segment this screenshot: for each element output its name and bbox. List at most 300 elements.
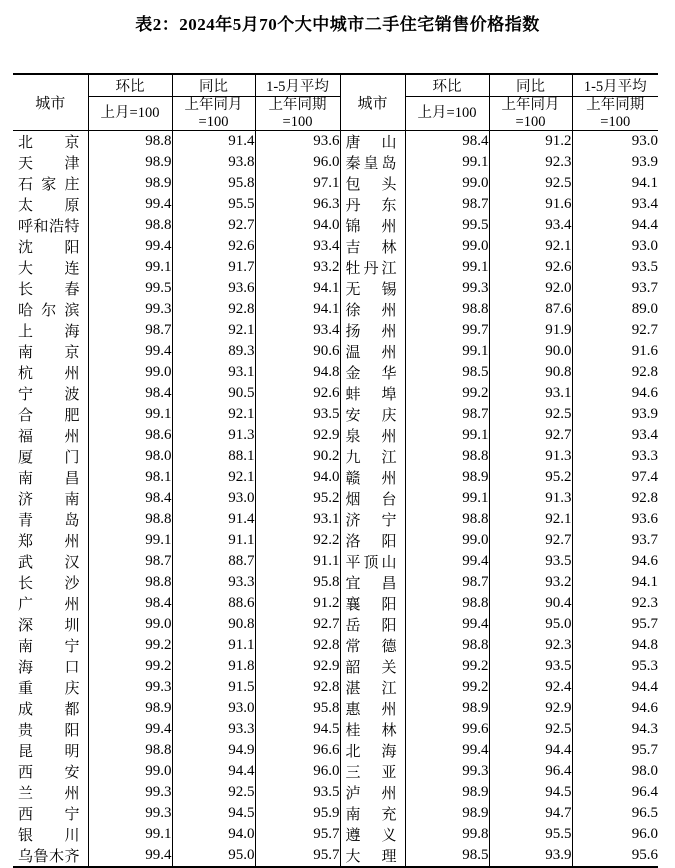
yoy-value: 92.7: [172, 215, 255, 236]
avg-value: 98.0: [572, 761, 658, 782]
avg-value: 92.7: [255, 614, 340, 635]
avg-value: 92.8: [572, 362, 658, 383]
mom-value: 99.1: [405, 257, 489, 278]
mom-value: 99.2: [405, 656, 489, 677]
table-row: [13, 719, 658, 740]
avg-value: 93.7: [572, 530, 658, 551]
table-row: [13, 257, 658, 278]
header-avg-base-right: [572, 97, 658, 131]
yoy-value: 89.3: [172, 341, 255, 362]
header-yoy-base-line2: =100: [198, 113, 229, 130]
header-mom-left: 环比: [88, 74, 172, 97]
yoy-value: 93.9: [489, 845, 572, 867]
city-cell: 南 昌: [18, 471, 80, 488]
mom-value: 98.7: [405, 404, 489, 425]
table-row: [13, 215, 658, 236]
mom-value: 98.8: [405, 593, 489, 614]
mom-value: 99.0: [88, 362, 172, 383]
avg-value: 94.0: [255, 467, 340, 488]
yoy-value: 92.5: [489, 404, 572, 425]
yoy-value: 94.0: [172, 824, 255, 845]
header-city-left: 城市: [13, 74, 88, 131]
mom-value: 99.1: [88, 530, 172, 551]
city-cell: 遵 义: [340, 824, 405, 845]
mom-value: 99.3: [405, 761, 489, 782]
avg-value: 92.6: [255, 383, 340, 404]
header-yoy-base-line1: 上年同月: [184, 97, 243, 113]
yoy-value: 94.4: [172, 761, 255, 782]
mom-value: 98.9: [405, 467, 489, 488]
mom-value: 99.7: [405, 320, 489, 341]
mom-value: 98.6: [88, 425, 172, 446]
city-cell: 吉 林: [340, 236, 405, 257]
mom-value: 98.8: [405, 299, 489, 320]
avg-value: 94.6: [572, 551, 658, 572]
mom-value: 99.1: [405, 152, 489, 173]
city-cell: 西 安: [18, 765, 80, 782]
avg-value: 89.0: [572, 299, 658, 320]
city-cell: 安 庆: [340, 404, 405, 425]
city-cell: 韶 关: [340, 656, 405, 677]
avg-value: 90.2: [255, 446, 340, 467]
yoy-value: 93.8: [172, 152, 255, 173]
table-row: [13, 551, 658, 572]
mom-value: 98.8: [88, 572, 172, 593]
mom-value: 99.1: [88, 257, 172, 278]
city-cell: 包 头: [340, 173, 405, 194]
mom-value: 99.4: [88, 341, 172, 362]
mom-value: 99.4: [88, 845, 172, 867]
table-row: [13, 194, 658, 215]
mom-value: 98.9: [88, 698, 172, 719]
avg-value: 95.3: [572, 656, 658, 677]
mom-value: 99.4: [88, 236, 172, 257]
avg-value: 94.1: [572, 173, 658, 194]
yoy-value: 95.5: [172, 194, 255, 215]
table-body: [13, 131, 658, 868]
avg-value: 92.8: [255, 635, 340, 656]
header-city-right: 城市: [340, 74, 405, 131]
city-cell: 太 原: [18, 198, 80, 215]
city-cell: 西 宁: [18, 807, 80, 824]
yoy-value: 91.1: [172, 635, 255, 656]
header-avg-base-line2: =100: [600, 113, 631, 130]
avg-value: 94.6: [572, 383, 658, 404]
avg-value: 95.9: [255, 803, 340, 824]
mom-value: 99.8: [405, 824, 489, 845]
yoy-value: 92.7: [489, 530, 572, 551]
city-cell: 济 南: [18, 492, 80, 509]
header-yoy-base-left: [172, 97, 255, 131]
mom-value: 99.6: [405, 719, 489, 740]
city-cell: 海 口: [18, 660, 80, 677]
yoy-value: 93.3: [172, 572, 255, 593]
avg-value: 93.9: [572, 152, 658, 173]
avg-value: 93.5: [255, 404, 340, 425]
header-mom-base-left: 上月=100: [88, 97, 172, 131]
city-cell: 九 江: [340, 446, 405, 467]
table-row: [13, 761, 658, 782]
mom-value: 99.1: [88, 824, 172, 845]
city-cell: 岳 阳: [340, 614, 405, 635]
city-cell: 乌 鲁 木 齐: [18, 849, 80, 866]
mom-value: 98.1: [88, 467, 172, 488]
mom-value: 99.0: [88, 614, 172, 635]
yoy-value: 92.1: [172, 404, 255, 425]
yoy-value: 91.4: [172, 509, 255, 530]
city-cell: 宜 昌: [340, 572, 405, 593]
city-cell: 襄 阳: [340, 593, 405, 614]
avg-value: 96.0: [572, 824, 658, 845]
avg-value: 94.8: [572, 635, 658, 656]
city-cell: 泉 州: [340, 425, 405, 446]
avg-value: 95.7: [572, 740, 658, 761]
mom-value: 99.1: [405, 425, 489, 446]
mom-value: 98.8: [88, 740, 172, 761]
table-row: [13, 446, 658, 467]
city-cell: 贵 阳: [18, 723, 80, 740]
yoy-value: 92.1: [172, 320, 255, 341]
yoy-value: 90.5: [172, 383, 255, 404]
avg-value: 94.1: [255, 278, 340, 299]
header-yoy-base-line1: 上年同月: [501, 97, 560, 113]
avg-value: 92.8: [255, 677, 340, 698]
yoy-value: 95.8: [172, 173, 255, 194]
mom-value: 99.3: [88, 782, 172, 803]
yoy-value: 94.5: [172, 803, 255, 824]
mom-value: 98.8: [88, 131, 172, 153]
yoy-value: 91.3: [489, 446, 572, 467]
avg-value: 94.6: [572, 698, 658, 719]
yoy-value: 92.3: [489, 152, 572, 173]
mom-value: 99.4: [88, 719, 172, 740]
header-avg-base-line2: =100: [282, 113, 313, 130]
header-yoy-base-line2: =100: [515, 113, 546, 130]
avg-value: 93.9: [572, 404, 658, 425]
table-row: [13, 656, 658, 677]
mom-value: 98.5: [405, 362, 489, 383]
yoy-value: 90.8: [172, 614, 255, 635]
mom-value: 99.0: [88, 761, 172, 782]
mom-value: 99.3: [88, 299, 172, 320]
yoy-value: 91.8: [172, 656, 255, 677]
yoy-value: 91.7: [172, 257, 255, 278]
table-row: [13, 236, 658, 257]
city-cell: 烟 台: [340, 488, 405, 509]
mom-value: 98.9: [405, 782, 489, 803]
avg-value: 94.4: [572, 215, 658, 236]
yoy-value: 94.7: [489, 803, 572, 824]
avg-value: 97.1: [255, 173, 340, 194]
avg-value: 93.2: [255, 257, 340, 278]
avg-value: 93.4: [572, 425, 658, 446]
table-row: [13, 320, 658, 341]
table-row: [13, 845, 658, 867]
avg-value: 95.6: [572, 845, 658, 867]
avg-value: 94.5: [255, 719, 340, 740]
yoy-value: 96.4: [489, 761, 572, 782]
yoy-value: 92.6: [489, 257, 572, 278]
avg-value: 96.0: [255, 761, 340, 782]
mom-value: 98.0: [88, 446, 172, 467]
city-cell: 锦 州: [340, 215, 405, 236]
city-cell: 天 津: [18, 156, 80, 173]
avg-value: 93.4: [255, 236, 340, 257]
avg-value: 91.6: [572, 341, 658, 362]
yoy-value: 91.9: [489, 320, 572, 341]
mom-value: 99.2: [405, 383, 489, 404]
avg-value: 95.8: [255, 572, 340, 593]
mom-value: 99.2: [88, 656, 172, 677]
city-cell: 湛 江: [340, 677, 405, 698]
avg-value: 92.3: [572, 593, 658, 614]
header-avg-base-left: [255, 97, 340, 131]
avg-value: 95.7: [572, 614, 658, 635]
avg-value: 91.2: [255, 593, 340, 614]
city-cell: 哈 尔 滨: [18, 303, 80, 320]
table-row: [13, 530, 658, 551]
mom-value: 99.3: [88, 677, 172, 698]
mom-value: 99.4: [405, 551, 489, 572]
mom-value: 98.4: [88, 383, 172, 404]
yoy-value: 92.5: [489, 719, 572, 740]
avg-value: 93.6: [255, 131, 340, 153]
city-cell: 三 亚: [340, 761, 405, 782]
mom-value: 99.2: [88, 635, 172, 656]
city-cell: 成 都: [18, 702, 80, 719]
yoy-value: 94.4: [489, 740, 572, 761]
city-cell: 惠 州: [340, 698, 405, 719]
city-cell: 呼 和 浩 特: [18, 219, 80, 236]
table-row: [13, 425, 658, 446]
city-cell: 济 宁: [340, 509, 405, 530]
yoy-value: 90.0: [489, 341, 572, 362]
mom-value: 98.9: [405, 698, 489, 719]
city-cell: 无 锡: [340, 278, 405, 299]
city-cell: 厦 门: [18, 450, 80, 467]
avg-value: 94.8: [255, 362, 340, 383]
avg-value: 96.0: [255, 152, 340, 173]
yoy-value: 91.3: [172, 425, 255, 446]
table-row: [13, 488, 658, 509]
city-cell: 平 顶 山: [340, 551, 405, 572]
mom-value: 98.8: [405, 509, 489, 530]
city-cell: 郑 州: [18, 534, 80, 551]
yoy-value: 92.9: [489, 698, 572, 719]
mom-value: 98.8: [88, 509, 172, 530]
avg-value: 96.4: [572, 782, 658, 803]
yoy-value: 94.9: [172, 740, 255, 761]
city-cell: 唐 山: [340, 131, 405, 153]
yoy-value: 93.0: [172, 488, 255, 509]
mom-value: 99.3: [405, 278, 489, 299]
table-row: [13, 677, 658, 698]
mom-value: 99.4: [405, 740, 489, 761]
table-row: [13, 152, 658, 173]
avg-value: 93.0: [572, 131, 658, 153]
table-row: [13, 173, 658, 194]
city-cell: 重 庆: [18, 681, 80, 698]
price-index-table: [13, 73, 658, 868]
yoy-value: 87.6: [489, 299, 572, 320]
avg-value: 96.5: [572, 803, 658, 824]
city-cell: 合 肥: [18, 408, 80, 425]
city-cell: 南 京: [18, 345, 80, 362]
city-cell: 蚌 埠: [340, 383, 405, 404]
mom-value: 98.7: [405, 194, 489, 215]
yoy-value: 92.3: [489, 635, 572, 656]
yoy-value: 95.0: [172, 845, 255, 867]
table-row: [13, 299, 658, 320]
yoy-value: 94.5: [489, 782, 572, 803]
mom-value: 99.3: [88, 803, 172, 824]
table-row: [13, 614, 658, 635]
avg-value: 94.1: [572, 572, 658, 593]
avg-value: 92.9: [255, 425, 340, 446]
page-title: 表2：2024年5月70个大中城市二手住宅销售价格指数: [135, 15, 540, 34]
yoy-value: 88.6: [172, 593, 255, 614]
mom-value: 99.4: [88, 194, 172, 215]
avg-value: 94.0: [255, 215, 340, 236]
table-header: [13, 74, 658, 131]
mom-value: 98.9: [88, 173, 172, 194]
header-yoy-right: 同比: [489, 74, 572, 97]
mom-value: 98.4: [88, 593, 172, 614]
avg-value: 91.1: [255, 551, 340, 572]
table-row: [13, 362, 658, 383]
mom-value: 98.8: [405, 446, 489, 467]
yoy-value: 88.7: [172, 551, 255, 572]
header-avg-left: 1-5月平均: [255, 74, 340, 97]
yoy-value: 95.0: [489, 614, 572, 635]
avg-value: 93.4: [255, 320, 340, 341]
mom-value: 99.0: [405, 530, 489, 551]
avg-value: 95.7: [255, 824, 340, 845]
mom-value: 99.1: [405, 341, 489, 362]
city-cell: 洛 阳: [340, 530, 405, 551]
avg-value: 93.5: [572, 257, 658, 278]
header-mom-right: 环比: [405, 74, 489, 97]
city-cell: 杭 州: [18, 366, 80, 383]
mom-value: 98.5: [405, 845, 489, 867]
yoy-value: 93.6: [172, 278, 255, 299]
mom-value: 98.7: [405, 572, 489, 593]
yoy-value: 91.4: [172, 131, 255, 153]
avg-value: 94.3: [572, 719, 658, 740]
avg-value: 92.8: [572, 488, 658, 509]
city-cell: 常 德: [340, 635, 405, 656]
header-avg-base-line1: 上年同期: [586, 97, 645, 113]
avg-value: 92.2: [255, 530, 340, 551]
city-cell: 牡 丹 江: [340, 257, 405, 278]
city-cell: 宁 波: [18, 387, 80, 404]
city-cell: 武 汉: [18, 555, 80, 572]
city-cell: 温 州: [340, 341, 405, 362]
city-cell: 南 充: [340, 803, 405, 824]
avg-value: 96.6: [255, 740, 340, 761]
yoy-value: 91.1: [172, 530, 255, 551]
city-cell: 徐 州: [340, 299, 405, 320]
avg-value: 95.2: [255, 488, 340, 509]
mom-value: 98.8: [88, 215, 172, 236]
table-row: [13, 593, 658, 614]
mom-value: 99.2: [405, 677, 489, 698]
avg-value: 96.3: [255, 194, 340, 215]
header-mom-base-right: 上月=100: [405, 97, 489, 131]
avg-value: 92.9: [255, 656, 340, 677]
yoy-value: 95.2: [489, 467, 572, 488]
avg-value: 95.7: [255, 845, 340, 867]
yoy-value: 91.2: [489, 131, 572, 153]
yoy-value: 92.4: [489, 677, 572, 698]
avg-value: 93.6: [572, 509, 658, 530]
yoy-value: 95.5: [489, 824, 572, 845]
mom-value: 99.4: [405, 614, 489, 635]
table-row: [13, 404, 658, 425]
avg-value: 93.7: [572, 278, 658, 299]
avg-value: 94.1: [255, 299, 340, 320]
table-row: [13, 824, 658, 845]
yoy-value: 93.2: [489, 572, 572, 593]
yoy-value: 90.8: [489, 362, 572, 383]
yoy-value: 93.1: [489, 383, 572, 404]
city-cell: 银 川: [18, 828, 80, 845]
avg-value: 95.8: [255, 698, 340, 719]
mom-value: 99.1: [88, 404, 172, 425]
city-cell: 金 华: [340, 362, 405, 383]
mom-value: 98.8: [405, 635, 489, 656]
city-cell: 石 家 庄: [18, 177, 80, 194]
avg-value: 97.4: [572, 467, 658, 488]
yoy-value: 92.5: [489, 173, 572, 194]
mom-value: 99.5: [88, 278, 172, 299]
city-cell: 北 京: [18, 135, 80, 152]
city-cell: 泸 州: [340, 782, 405, 803]
avg-value: 93.0: [572, 236, 658, 257]
city-cell: 扬 州: [340, 320, 405, 341]
yoy-value: 93.0: [172, 698, 255, 719]
header-avg-right: 1-5月平均: [572, 74, 658, 97]
table-row: [13, 467, 658, 488]
yoy-value: 93.1: [172, 362, 255, 383]
city-cell: 大 理: [340, 845, 405, 867]
city-cell: 深 圳: [18, 618, 80, 635]
yoy-value: 93.3: [172, 719, 255, 740]
table-row: [13, 131, 658, 153]
avg-value: 93.4: [572, 194, 658, 215]
table-row: [13, 782, 658, 803]
city-cell: 兰 州: [18, 786, 80, 803]
yoy-value: 90.4: [489, 593, 572, 614]
mom-value: 99.5: [405, 215, 489, 236]
city-cell: 长 沙: [18, 576, 80, 593]
avg-value: 90.6: [255, 341, 340, 362]
city-cell: 长 春: [18, 282, 80, 299]
yoy-value: 92.7: [489, 425, 572, 446]
table-row: [13, 740, 658, 761]
yoy-value: 93.4: [489, 215, 572, 236]
city-cell: 广 州: [18, 597, 80, 614]
header-yoy-base-right: [489, 97, 572, 131]
yoy-value: 92.1: [489, 236, 572, 257]
mom-value: 98.7: [88, 320, 172, 341]
mom-value: 98.9: [88, 152, 172, 173]
yoy-value: 92.1: [172, 467, 255, 488]
city-cell: 青 岛: [18, 513, 80, 530]
city-cell: 上 海: [18, 324, 80, 341]
yoy-value: 92.8: [172, 299, 255, 320]
header-yoy-left: 同比: [172, 74, 255, 97]
